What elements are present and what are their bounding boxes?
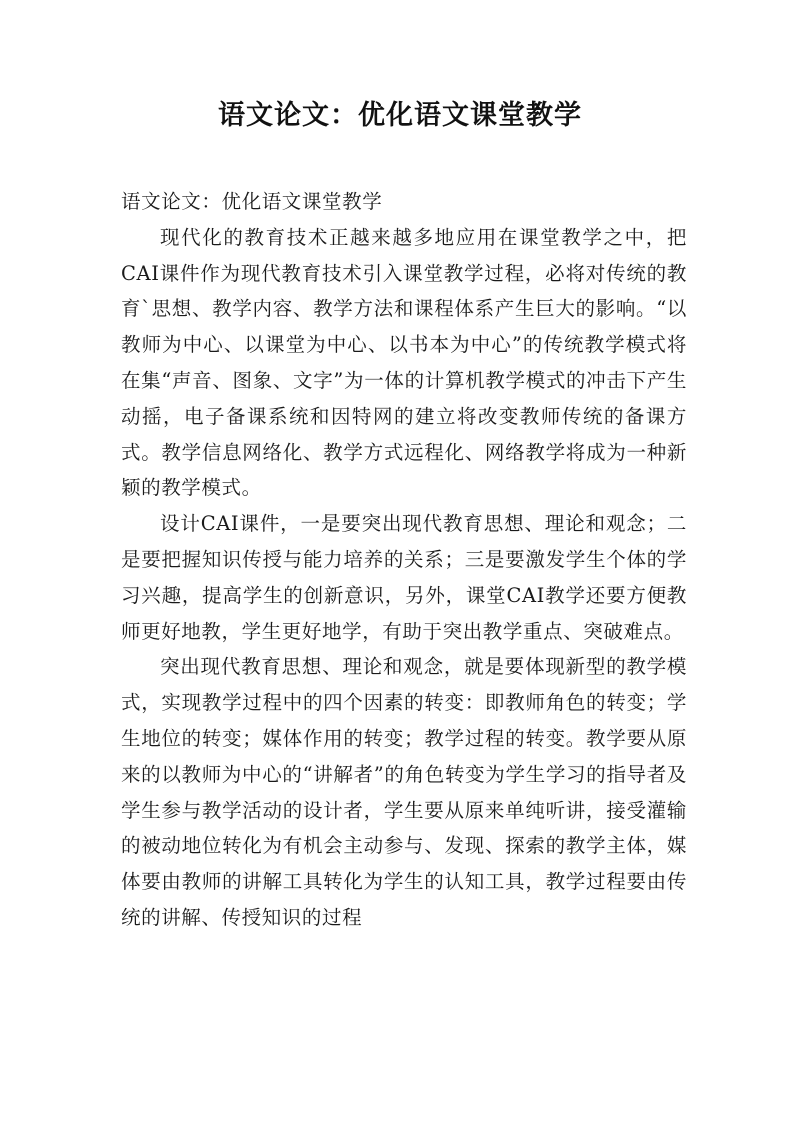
paragraph-3: 突出现代教育思想、理论和观念，就是要体现新型的教学模式，实现教学过程中的四个因素的转变：即教师角色的转变；学生地位的转变；媒体作用的转变；教学过程的转变。教学要从原来的以教师为中心的“讲解者”的角色转变为学生学习的指导者及学生参与教学活动的设计者，学生要从原来单纯听讲，接受灌输的被动地位转化为有机会主动参与、发现、探索的教学主体，媒体要由教师的讲解工具转化为学生的认知工具，教学过程要由传统的讲解、传授知识的过程 (121, 655, 687, 929)
paragraph-2: 设计CAI课件，一是要突出现代教育思想、理论和观念；二是要把握知识传授与能力培养的关系；三是要激发学生个体的学习兴趣，提高学生的创新意识，另外，课堂CAI教学还要方便教师更好地教，学生更好地学，有助于突出教学重点、突破难点。 (121, 512, 687, 643)
document-body (121, 184, 687, 936)
document-title: 语文论文：优化语文课堂教学 (218, 100, 582, 131)
subtitle-line: 语文论文：优化语文课堂教学 (121, 190, 383, 213)
paragraph-1: 现代化的教育技术正越来越多地应用在课堂教学之中，把CAI课件作为现代教育技术引入课堂教学过程，必将对传统的教育`思想、教学内容、教学方法和课程体系产生巨大的影响。“以教师为中心、以课堂为中心、以书本为中心”的传统教学模式将在集“声音、图象、文字”为一体的计算机教学模式的冲击下产生动摇，电子备课系统和因特网的建立将改变教师传统的备课方式。教学信息网络化、教学方式远程化、网络教学将成为一种新颖的教学模式。 (121, 225, 687, 500)
